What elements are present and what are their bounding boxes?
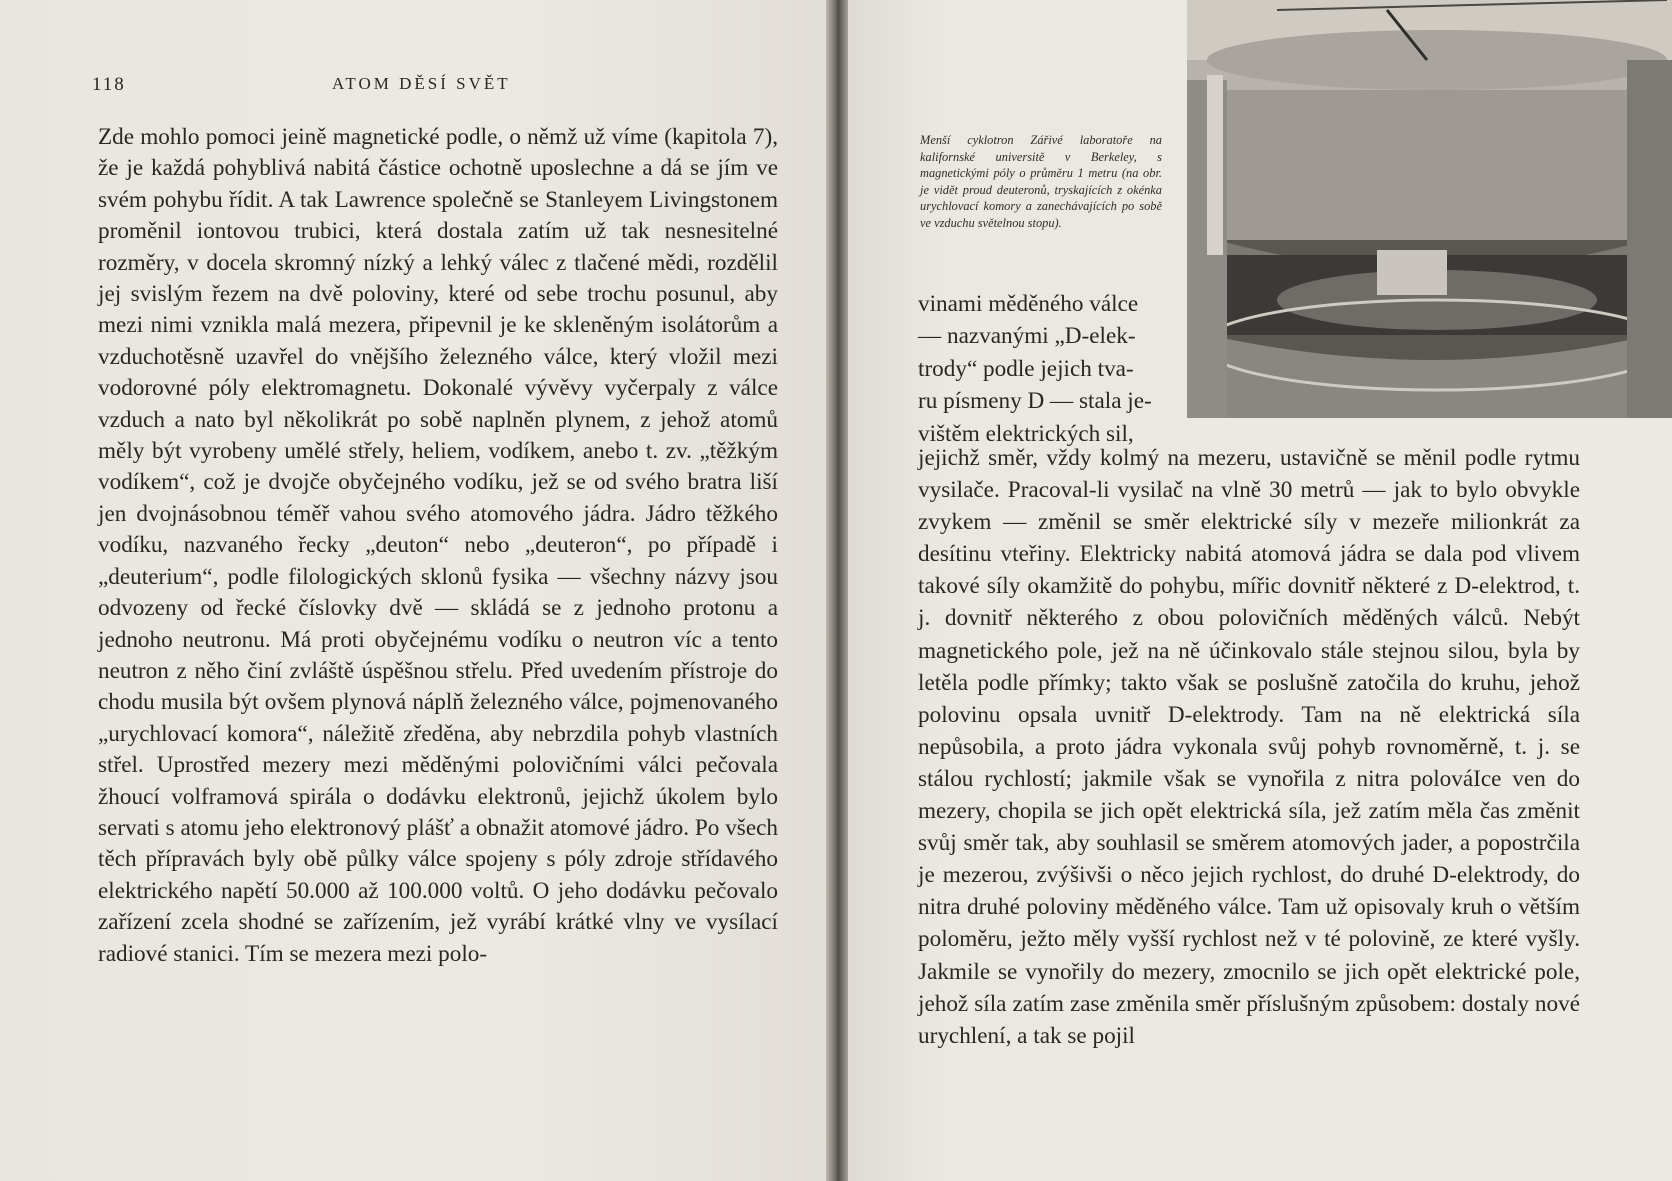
right-body-text xyxy=(918,442,1580,1052)
left-body-text xyxy=(98,122,778,970)
text-line: vištěm elektrických sil, xyxy=(918,420,1134,447)
photo-caption: Menší cyklotron Zářivé laboratoře na kalifornské universitě v Berkeley, s magnetickými póly o průměru 1 metru (na obr. je vidět proud deuteronů, tryskajících z okénka urychlovací komory a zanechávajících po sobě ve vzduchu světelnou stopu). xyxy=(920,133,1162,230)
page-number: 118 xyxy=(92,74,126,95)
text-line: — nazvanými „D-elek- xyxy=(918,323,1136,350)
book-gutter xyxy=(826,0,848,1181)
running-head xyxy=(92,74,782,104)
running-title: ATOM DĚSÍ SVĚT xyxy=(332,74,511,93)
left-paragraph: Zde mohlo pomoci jeině magnetické podle, o němž už víme (kapitola 7), že je každá pohyblivá nabitá částice ochotně uposlechne a dá se jím ve svém pohybu řídit. A tak Lawrence společně se Stanleyem Livingstonem proměnil iontovou trubici, která dostala zatím už tak nesnesitelné rozměry, v docela skromný nízký a lehký válec z tlačené mědi, rozdělil jej svislým řezem na dvě poloviny, které od sebe trochu posunul, aby mezi nimi vznikla malá mezera, připevnil je ke skleněným isolátorům a vzduchotěsně uzavřel do vnějšího železného válce, který vložil mezi vodorovné póly elektromagnetu. Dokonalé vývěvy vyčerpaly z válce vzduch a nato byl několikrát po sobě naplněn plynem, z jehož atomů měly být vyrobeny umělé střely, heliem, vodíkem, anebo t. zv. „těžkým vodíkem“, což je dvojče obyčejného vodíku, jež se od svého bratra liší jen dvojnásobnou téměř vahou svého atomového jádra. Jádro těžkého vodíku, nazvaného řecky „deuton“ nebo „deuteron“, po případě i „deuterium“, podle filologických sklonů fysika — všechny názvy jsou odvozeny od řecké číslovky dvě — skládá se z jednoho protonu a jednoho neutronu. Má proti obyčejnému vodíku o neutron víc a tento neutron z něho činí zvláště úspěšnou střelu. Před uvedením přístroje do chodu musila být ovšem plynová náplň železného válce, pojmenovaného „urychlovací komora“, náležitě zředěna, aby nebrzdila pohyb vlastních střel. Uprostřed mezery mezi měděnými polovičními válci pečovala žhoucí volframová spirála o dodávku elektronů, jejichž úkolem bylo servati s atomu jeho elektronový plášť a obnažit atomové jádro. Po všech těch přípravách byly obě půlky válce spojeny s póly zdroje střídavého elektrického napětí 50.000 až 100.000 voltů. O jeho dodávku pečovalo zařízení zcela shodné se zařízením, jež vyrábí krátké vlny ve vysílací radiové stanici. Tím se mezera mezi polo- xyxy=(98,124,778,967)
right-narrow-column xyxy=(918,288,1170,450)
text-line: ru písmeny D — stala je- xyxy=(918,388,1152,415)
text-line: vinami měděného válce xyxy=(918,291,1139,317)
cyclotron-photo xyxy=(1187,0,1672,418)
right-paragraph: jejichž směr, vždy kolmý na mezeru, ustavičně se měnil podle rytmu vysilače. Pracoval-li vysilač na vlně 30 metrů — jak to bylo obvykle zvykem — změnil se směr elektrické síly v mezeře milionkrát za desítinu vteřiny. Elektricky nabitá atomová jádra se dala pod vlivem takové síly okamžitě do pohybu, mířic dovnitř některé z D-elektrod, t. j. dovnitř některého z obou polovičních měděných válců. Nebýt magnetického pole, jež na ně účinkovalo stále stejnou silou, byla by letěla podle přímky; takto však se poslušně zatočila do kruhu, jehož polovinu opsala uvnitř D-elektrody. Tam na ně elektrická síla nepůsobila, a proto jádra vykonala svůj pohyb rovnoměrně, t. j. se stálou rychlostí; jakmile však se vynořila z nitra polováIce ven do mezery, chopila se jich opět elektrická síla, jež zatím měla čas změnit svůj směr tak, aby souhlasil se směrem atomových jader, a popostrčila je mezerou, zvýšivši o něco jejich rychlost, do druhé D-elektrody, do nitra druhé poloviny měděného válce. Tam už opisovaly kruh o větším poloměru, ježto měly vyšší rychlost než v té polovině, ze které vyšly. Jakmile se vynořily do mezery, zmocnilo se jich opět elektrické pole, jehož síla zatím zase změnila směr příslušným způsobem: dostaly nové urychlení, a tak se pojil xyxy=(918,445,1580,1049)
text-line: trody“ podle jejich tva- xyxy=(918,355,1134,382)
left-page xyxy=(0,0,832,1181)
